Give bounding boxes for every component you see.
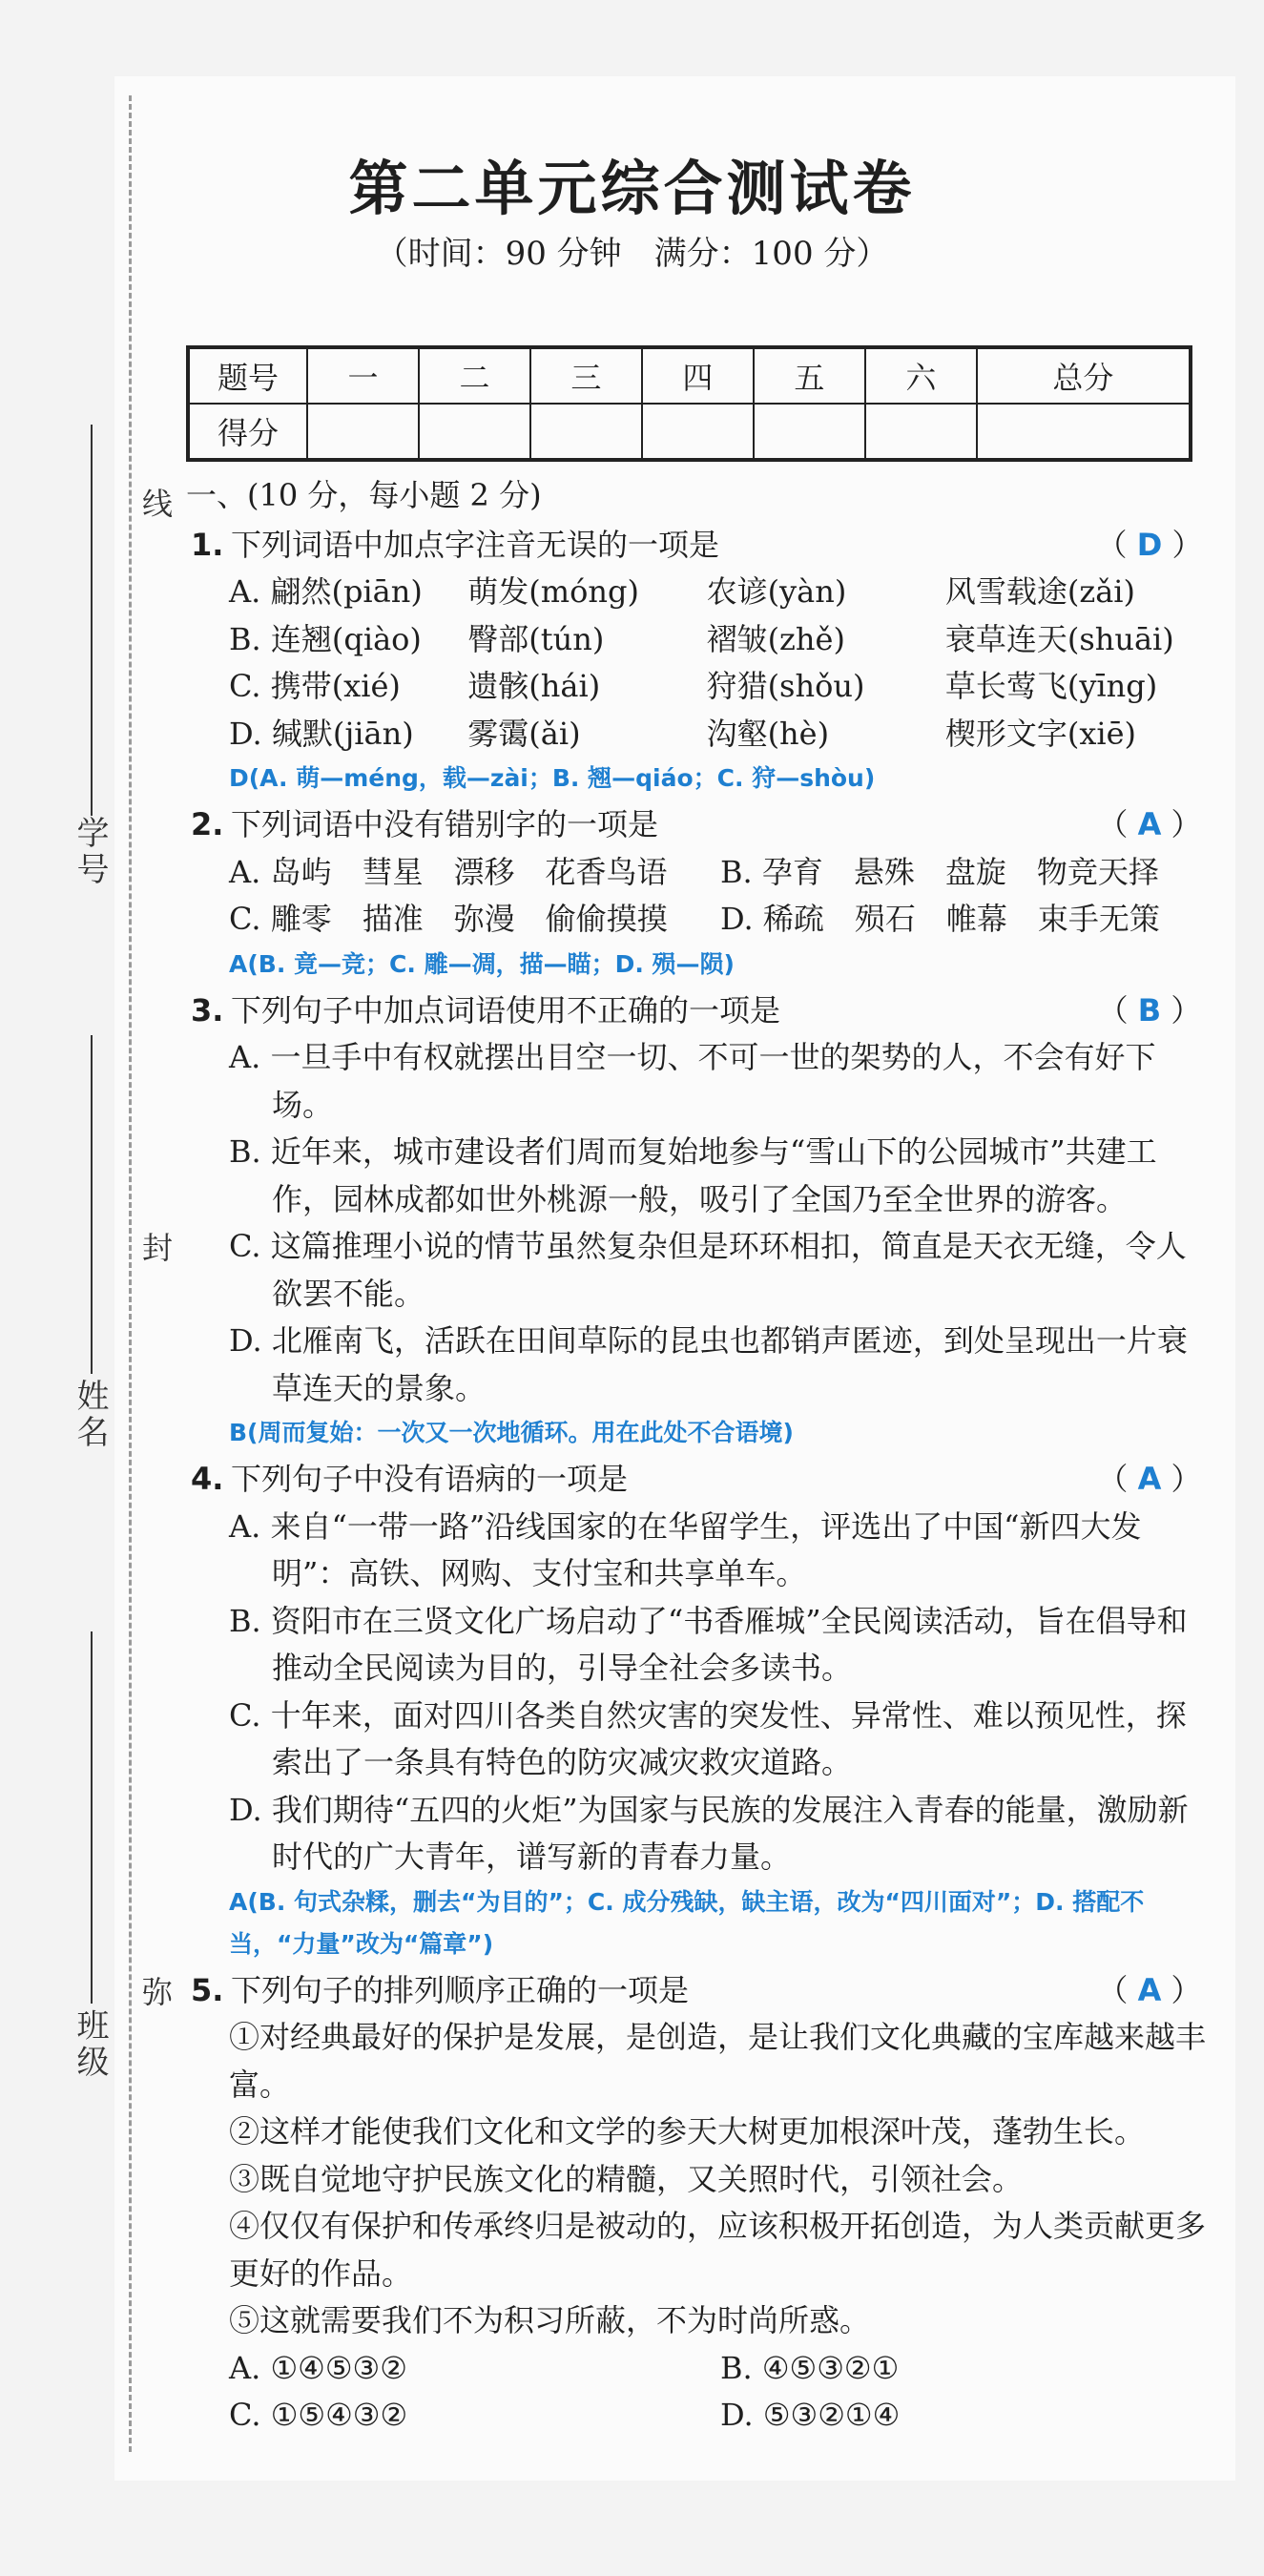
question-number: 3.: [191, 991, 224, 1028]
score-cell: 四: [642, 347, 754, 404]
class-blank: [91, 1631, 93, 2004]
question-4: [186, 1456, 1212, 1965]
answer-explanation: D(A. 萌—méng，载—zài；B. 翘—qiáo；C. 狩—shòu): [229, 764, 876, 792]
option-b: B. 资阳市在三贤文化广场启动了“书香雁城”全民阅读活动，旨在倡导和推动全民阅读为目的，引导全社会多读书。: [229, 1602, 1188, 1686]
option-c: C. 这篇推理小说的情节虽然复杂但是环环相扣，简直是天衣无缝，令人欲罢不能。: [229, 1228, 1187, 1312]
name-blank: [91, 1035, 93, 1374]
option-row: A. 岛屿 彗星 漂移 花香鸟语 B. 孕育 悬殊 盘旋 物竞天择: [229, 853, 1159, 890]
answer-slot: （ B ）: [1097, 991, 1202, 1028]
sentence-5: ⑤这就需要我们不为积习所蔽，不为时尚所惑。: [229, 2302, 871, 2338]
option-row: D. 缄默(jiān) 雾霭(ǎi) 沟壑(hè) 楔形文字(xiē): [229, 715, 1137, 752]
option-b: B. 近年来，城市建设者们周而复始地参与“雪山下的公园城市”共建工作，园林成都如世外桃源一般，吸引了全国乃至全世界的游客。: [229, 1133, 1157, 1217]
option-row: C. ①⑤④③② D. ⑤③②①④: [229, 2397, 901, 2433]
score-input-cell[interactable]: [865, 404, 977, 460]
question-number: 4.: [191, 1461, 224, 1497]
answer-value: A: [1137, 1461, 1162, 1497]
option-a: A. 来自“一带一路”沿线国家的在华留学生，评选出了中国“新四大发明”：高铁、网购、支付宝和共享单车。: [229, 1507, 1142, 1591]
answer-value: A: [1137, 1971, 1162, 2008]
option-row: C. 雕零 描准 弥漫 偷偷摸摸 D. 稀疏 殒石 帷幕 束手无策: [229, 901, 1160, 937]
answer-slot: （ A ）: [1097, 806, 1202, 842]
question-number: 5.: [191, 1971, 224, 2008]
question-stem: 下列词语中没有错别字的一项是: [231, 806, 659, 842]
class-label: 班级: [71, 2008, 109, 2081]
questions-content: [186, 472, 1212, 2440]
option-c: C. 十年来，面对四川各类自然灾害的突发性、异常性、难以预见性，探索出了一条具有特色的防灾减灾救灾道路。: [229, 1696, 1187, 1780]
score-input-cell[interactable]: [419, 404, 530, 460]
score-cell: 三: [530, 347, 642, 404]
score-cell: 总分: [977, 347, 1191, 404]
question-stem: 下列句子中没有语病的一项是: [231, 1461, 629, 1497]
cut-mark-seal: 封: [134, 1226, 177, 1268]
question-stem: 下列词语中加点字注音无误的一项是: [231, 526, 720, 563]
binding-dashed-line: [129, 95, 132, 2452]
answer-explanation: A(B. 句式杂糅，删去“为目的”；C. 成分残缺，缺主语，改为“四川面对”；D. 搭配不当，“力量”改为“篇章”): [229, 1887, 1145, 1958]
sentence-4: ④仅仅有保护和传承终归是被动的，应该积极开拓创造，为人类贡献更多更好的作品。: [229, 2208, 1207, 2292]
question-2: [186, 801, 1212, 986]
page-subtitle: （时间：90 分钟 满分：100 分）: [375, 235, 889, 273]
score-input-cell[interactable]: [977, 404, 1191, 460]
question-5: [186, 1967, 1212, 2440]
score-cell: 题号: [188, 347, 307, 404]
name-label: 姓名: [71, 1379, 109, 1451]
answer-slot: （ D ）: [1096, 526, 1203, 563]
question-number: 2.: [191, 806, 224, 842]
option-d: D. 北雁南飞，活跃在田间草际的昆虫也都销声匿迹，到处呈现出一片衰草连天的景象。: [229, 1322, 1188, 1406]
option-row: A. ①④⑤③② B. ④⑤③②①: [229, 2349, 900, 2386]
question-1: [186, 522, 1212, 800]
cut-mark-dense: 弥: [134, 1970, 177, 2012]
student-id-label: 学号: [71, 816, 109, 888]
score-cell: 六: [865, 347, 977, 404]
answer-slot: （ A ）: [1097, 1971, 1202, 2008]
sentence-2: ②这样才能使我们文化和文学的参天大树更加根深叶茂，蓬勃生长。: [229, 2113, 1146, 2150]
question-number: 1.: [191, 526, 224, 563]
sentence-3: ③既自觉地守护民族文化的精髓，又关照时代，引领社会。: [229, 2160, 1024, 2197]
score-table: [186, 345, 1192, 462]
option-row: C. 携带(xié) 遗骸(hái) 狩猎(shǒu) 草长莺飞(yīng): [229, 668, 1158, 704]
cut-mark-line: 线: [134, 482, 177, 524]
score-cell: 五: [754, 347, 865, 404]
answer-value: D: [1136, 526, 1163, 563]
score-input-cell[interactable]: [642, 404, 754, 460]
question-3: [186, 987, 1212, 1455]
question-stem: 下列句子的排列顺序正确的一项是: [231, 1971, 690, 2008]
student-id-blank: [91, 425, 93, 816]
score-row-label: 得分: [188, 404, 307, 460]
page-title: 第二单元综合测试卷: [348, 154, 916, 223]
section-heading: 一、(10 分，每小题 2 分): [186, 477, 542, 513]
sentence-1: ①对经典最好的保护是发展，是创造，是让我们文化典藏的宝库越来越丰富。: [229, 2019, 1207, 2103]
score-cell: 一: [307, 347, 419, 404]
score-table-header-row: [188, 347, 1191, 404]
answer-value: B: [1137, 991, 1162, 1028]
option-a: A. 一旦手中有权就摆出目空一切、不可一世的架势的人，不会有好下场。: [229, 1039, 1156, 1123]
answer-slot: （ A ）: [1097, 1461, 1202, 1497]
score-table-score-row: [188, 404, 1191, 460]
score-input-cell[interactable]: [754, 404, 865, 460]
question-stem: 下列句子中加点词语使用不正确的一项是: [231, 991, 781, 1028]
score-input-cell[interactable]: [307, 404, 419, 460]
answer-explanation: B(周而复始：一次又一次地循环。用在此处不合语境): [229, 1419, 794, 1446]
option-row: B. 连翘(qiào) 臀部(tún) 褶皱(zhě) 衰草连天(shuāi): [229, 620, 1174, 657]
score-cell: 二: [419, 347, 530, 404]
score-input-cell[interactable]: [530, 404, 642, 460]
answer-explanation: A(B. 竟—竞；C. 雕—凋，描—瞄；D. 殒—陨): [229, 949, 735, 978]
option-d: D. 我们期待“五四的火炬”为国家与民族的发展注入青春的能量，激励新时代的广大青年，谱写新的青春力量。: [229, 1791, 1189, 1875]
answer-value: A: [1137, 806, 1162, 842]
option-row: A. 翩然(piān) 萌发(móng) 农谚(yàn) 风雪载途(zǎi): [229, 573, 1135, 610]
